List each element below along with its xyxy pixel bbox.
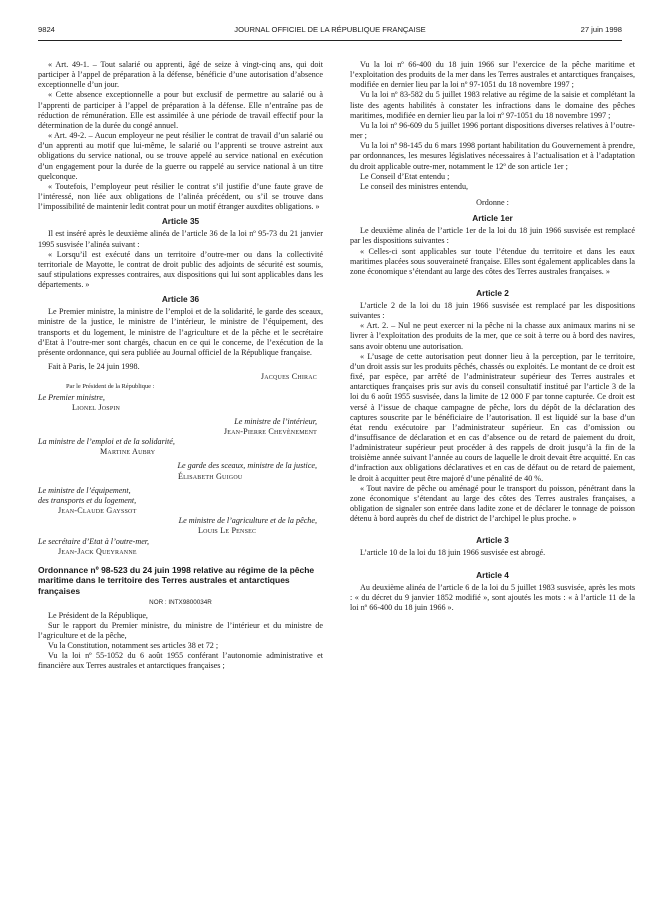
signature-title: Le ministre de l’équipement,	[38, 485, 131, 495]
paragraph: Le Premier ministre, la ministre de l’emploi et de la solidarité, le garde des sceaux, ministre de la justice, le ministre de l’intérieur, le ministre de l’équipement, des transports et du logement, le ministre de l’agriculture et de la pêche et le secrétaire d’Etat à l’outre-mer sont chargés, chacun en ce qui le concerne, de l’exécution de la présente ordonnance, qui sera publiée au Journal officiel de la République française.	[38, 307, 323, 357]
right-column	[350, 60, 635, 613]
paragraph: Il est inséré après le deuxième alinéa de l’article 36 de la loi nº 95-73 du 21 janvier 1995 susvisée l’alinéa suivant :	[38, 229, 323, 249]
article-heading-1: Article 1er	[472, 213, 513, 224]
signature-president: Jacques Chirac	[260, 372, 317, 382]
signature-name: Jean-Claude Gayssot	[58, 506, 137, 516]
nor-reference: NOR : INTX9800034R	[149, 598, 212, 606]
paragraph: Sur le rapport du Premier ministre, du ministre de l’intérieur et du ministre de l’agriculture et de la pêche,	[38, 620, 323, 640]
signature-note: Par le Président de la République :	[66, 383, 155, 391]
signature-name: Jean-Pierre Chevènement	[223, 427, 317, 436]
article-heading-35: Article 35	[161, 216, 200, 227]
left-column	[38, 60, 323, 672]
article-heading-4: Article 4	[476, 569, 509, 580]
paragraph: « L’usage de cette autorisation peut donner lieu à la perception, par le territoire, d’un droit assis sur les produits pêchés, chassés ou exploités. Le montant de ce droit est fixé, par espèce, par arrêté de l’administrateur supérieur des Terres australes et antarctiques françaises pris sur avis du conseil consultatif institué par l’article 3 de la loi du 6 août 1955 susvisée, dans la limite de 12 000 F par tonne capturée. Ce droit est versé à l’issue de chaque campagne de pêche, lors du dépôt de la déclaration des captures souscrite par le bénéficiaire de l’autorisation. Il est liquidé sur la base d’un état rendu exécutoire par l’administrateur supérieur. En cas d’omission ou d’insuffisance de déclaration et en cas d’absence ou de retard de paiement du droit, l’administrateur supérieur peut procéder à des rappels de droit jusqu’à la fin de la troisième année suivant l’année au cours de laquelle le droit devait être acquitté. En cas d’infraction aux obligations déclaratives et en cas de défaut ou de retard de paiement, le droit à acquitter peut être majoré d’une pénalité de 40 %.	[350, 351, 635, 483]
journal-title: JOURNAL OFFICIEL DE LA RÉPUBLIQUE FRANÇAISE	[234, 25, 426, 34]
paragraph: « Toutefois, l’employeur peut résilier le contrat s’il justifie d’une faute grave de l’intéressé, non liée aux obligations de l’alinéa précédent, ou s’il se trouve dans l’impossibilité de maintenir ledit contrat pour un motif étranger auxdites obligations. »	[38, 181, 323, 212]
signature-title: Le ministre de l’agriculture et de la pêche,	[178, 516, 317, 526]
paragraph: Le Président de la République,	[48, 610, 148, 620]
paragraph: L’article 10 de la loi du 18 juin 1966 susvisée est abrogé.	[360, 548, 546, 558]
paragraph: « Lorsqu’il est exécuté dans un territoire d’outre-mer ou dans la collectivité territoriale de Mayotte, le contrat de droit public des adjoints de sécurité est soumis, sauf stipulations expresses contraires, aux dispositions qui lui sont applicables dans les départements. »	[38, 249, 323, 290]
article-heading-3: Article 3	[476, 535, 509, 546]
paragraph: Vu la Constitution, notamment ses articles 38 et 72 ;	[48, 641, 219, 651]
page-header	[38, 23, 622, 37]
paragraph-art-49-2: « Art. 49-2. – Aucun employeur ne peut résilier le contrat de travail d’un salarié ou d’un apprenti au motif que lui-même, le salarié ou l’apprenti se trouve astreint aux obligations du service national, ou se trouve appelé au service national en exécution d’un engagement pour la durée de la guerre ou rappelé au service national à un titre quelconque.	[38, 131, 323, 181]
paragraph: L’article 2 de la loi du 18 juin 1966 susvisée est remplacé par les dispositions suivantes :	[350, 300, 635, 321]
signature-title: Le ministre de l’intérieur,	[234, 416, 317, 426]
signature-name: Louis Le Pensec	[198, 526, 257, 536]
signature-title: des transports et du logement,	[38, 495, 137, 505]
signature-title: Le garde des sceaux, ministre de la justice,	[177, 461, 317, 471]
paragraph-art-49-1: « Art. 49-1. – Tout salarié ou apprenti, âgé de seize à vingt-cinq ans, qui doit participer à l’appel de préparation à la défense, bénéficie d’une autorisation d’absence exceptionnelle d’un jour.	[38, 60, 323, 90]
ordonne-label: Ordonne :	[476, 198, 509, 208]
signature-name: Élisabeth Guigou	[178, 471, 243, 481]
signature-name: Martine Aubry	[100, 447, 156, 457]
signature-title: Le secrétaire d’Etat à l’outre-mer,	[38, 536, 150, 546]
paragraph: Vu la loi nº 96-609 du 5 juillet 1996 portant dispositions diverses relatives à l’outre-mer ;	[350, 120, 635, 141]
paragraph: Au deuxième alinéa de l’article 6 de la loi du 5 juillet 1983 susvisée, après les mots : « du décret du 9 janvier 1852 modifié », sont ajoutés les mots : « à l’article 11 de la loi nº 66-400 du 18 juin 1966 ».	[350, 582, 635, 612]
paragraph: « Cette absence exceptionnelle a pour but exclusif de permettre au salarié ou à l’apprenti de participer à l’appel de préparation à la défense. Elle n’entraîne pas de réduction de rémunération. Elle est assimilée à une période de travail effectif pour la détermination de la durée du congé annuel.	[38, 90, 323, 130]
paragraph: Vu la loi nº 55-1052 du 6 août 1955 conférant l’autonomie administrative et financière aux Terres australes et antarctiques françaises ;	[38, 651, 323, 671]
article-heading-2: Article 2	[476, 287, 509, 298]
article-heading-36: Article 36	[161, 294, 200, 305]
paragraph: Le conseil des ministres entendu,	[360, 181, 469, 191]
ordinance-title: Ordonnance nº 98-523 du 24 juin 1998 relative au régime de la pêche maritime dans le territoire des Terres australes et antarctiques françaises	[38, 564, 315, 597]
paragraph: « Celles-ci sont applicables sur toute l’étendue du territoire et dans les eaux maritimes placées sous souveraineté française. Elles sont également applicables dans la zone économique s’étendant au large des côtes des Terres australes françaises. »	[350, 246, 635, 276]
issue-date: 27 juin 1998	[580, 25, 622, 34]
paragraph: Vu la loi nº 98-145 du 6 mars 1998 portant habilitation du Gouvernement à prendre, par ordonnances, les mesures législatives nécessaires à l’actualisation et à l’adaptation du droit applicable outre-mer, notamment le 12º de son article 1er ;	[350, 141, 635, 171]
header-rule	[38, 40, 622, 41]
page-number: 9824	[38, 25, 55, 34]
paragraph: Vu la loi nº 83-582 du 5 juillet 1983 relative au régime de la saisie et complétant la liste des agents habilités à constater les infractions dans le domaine des pêches maritimes, modifiée en dernier lieu par la loi nº 97-1051 du 18 novembre 1997 ;	[350, 90, 635, 120]
paragraph: Le Conseil d’Etat entendu ;	[360, 171, 450, 181]
paragraph: « Tout navire de pêche ou aménagé pour le transport du poisson, pénétrant dans la zone économique s’étendant au large des côtes des Terres australes françaises, a obligation de signaler son entrée dans ladite zone et de déclarer le tonnage de poisson détenu à bord auprès du chef de district de l’archipel le plus proche. »	[350, 483, 635, 524]
signature-title: Le Premier ministre,	[38, 392, 105, 402]
signature-title: La ministre de l’emploi et de la solidarité,	[38, 437, 175, 447]
signature-name: Lionel Jospin	[72, 402, 121, 412]
signing-place-date: Fait à Paris, le 24 juin 1998.	[48, 362, 140, 372]
signature-name: Jean-Jack Queyranne	[58, 546, 137, 556]
paragraph: Vu la loi nº 66-400 du 18 juin 1966 sur l’exercice de la pêche maritime et l’exploitation des produits de la mer dans les Terres australes et antarctiques françaises, modifiée en dernier lieu par la loi nº 97-1051 du 18 novembre 1997 ;	[350, 60, 635, 90]
paragraph: Le deuxième alinéa de l’article 1er de la loi du 18 juin 1966 susvisée est remplacé par les dispositions suivantes :	[350, 226, 635, 246]
paragraph: « Art. 2. – Nul ne peut exercer ni la pêche ni la chasse aux animaux marins ni se livrer à l’exploitation des produits de la mer, que ce soit à terre ou à bord des navires, sans avoir obtenu une autorisation.	[350, 321, 635, 351]
